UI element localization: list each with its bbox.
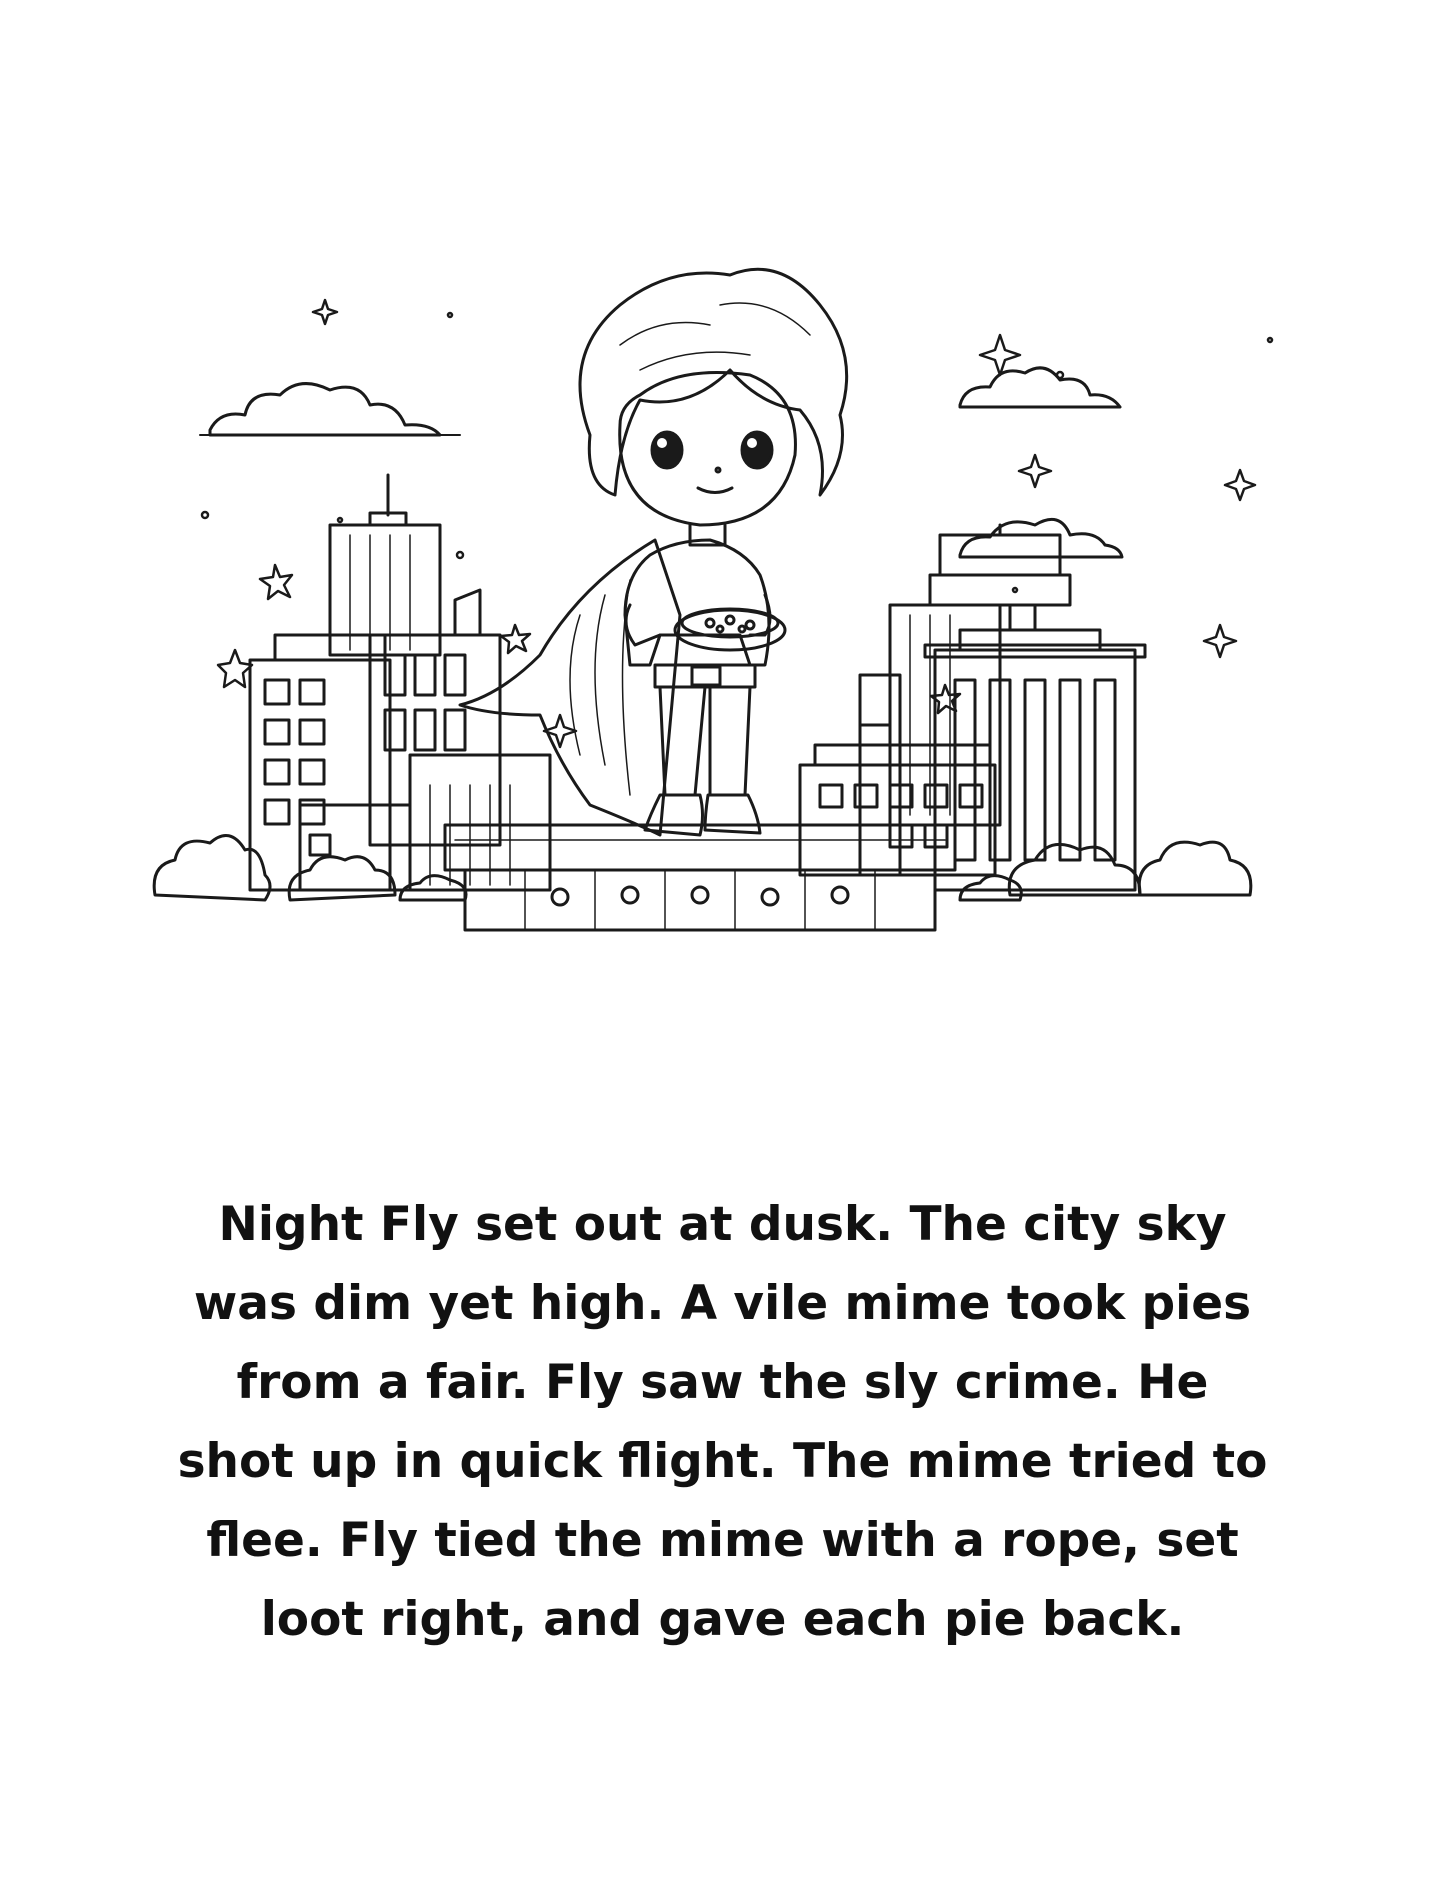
story-line: flee. Fly tied the mime with a rope, set (206, 1513, 1239, 1568)
buildings-left (154, 475, 550, 900)
hero-character (460, 269, 847, 835)
cloud-right-top (960, 368, 1120, 407)
coloring-illustration (60, 195, 1385, 1180)
story-paragraph (120, 1185, 1325, 1659)
cloud-right-mid (960, 519, 1122, 557)
story-line: loot right, and gave each pie back. (260, 1592, 1185, 1647)
buildings-right (800, 525, 1251, 900)
story-line: was dim yet high. A vile mime took pies (193, 1276, 1252, 1331)
story-line: shot up in quick flight. The mime tried to (177, 1434, 1268, 1489)
story-line: Night Fly set out at dusk. The city sky (218, 1197, 1227, 1252)
cloud-left (200, 384, 460, 435)
hero-hair (580, 269, 847, 495)
story-line: from a fair. Fly saw the sly crime. He (236, 1355, 1209, 1410)
rooftop-platform (445, 825, 955, 930)
